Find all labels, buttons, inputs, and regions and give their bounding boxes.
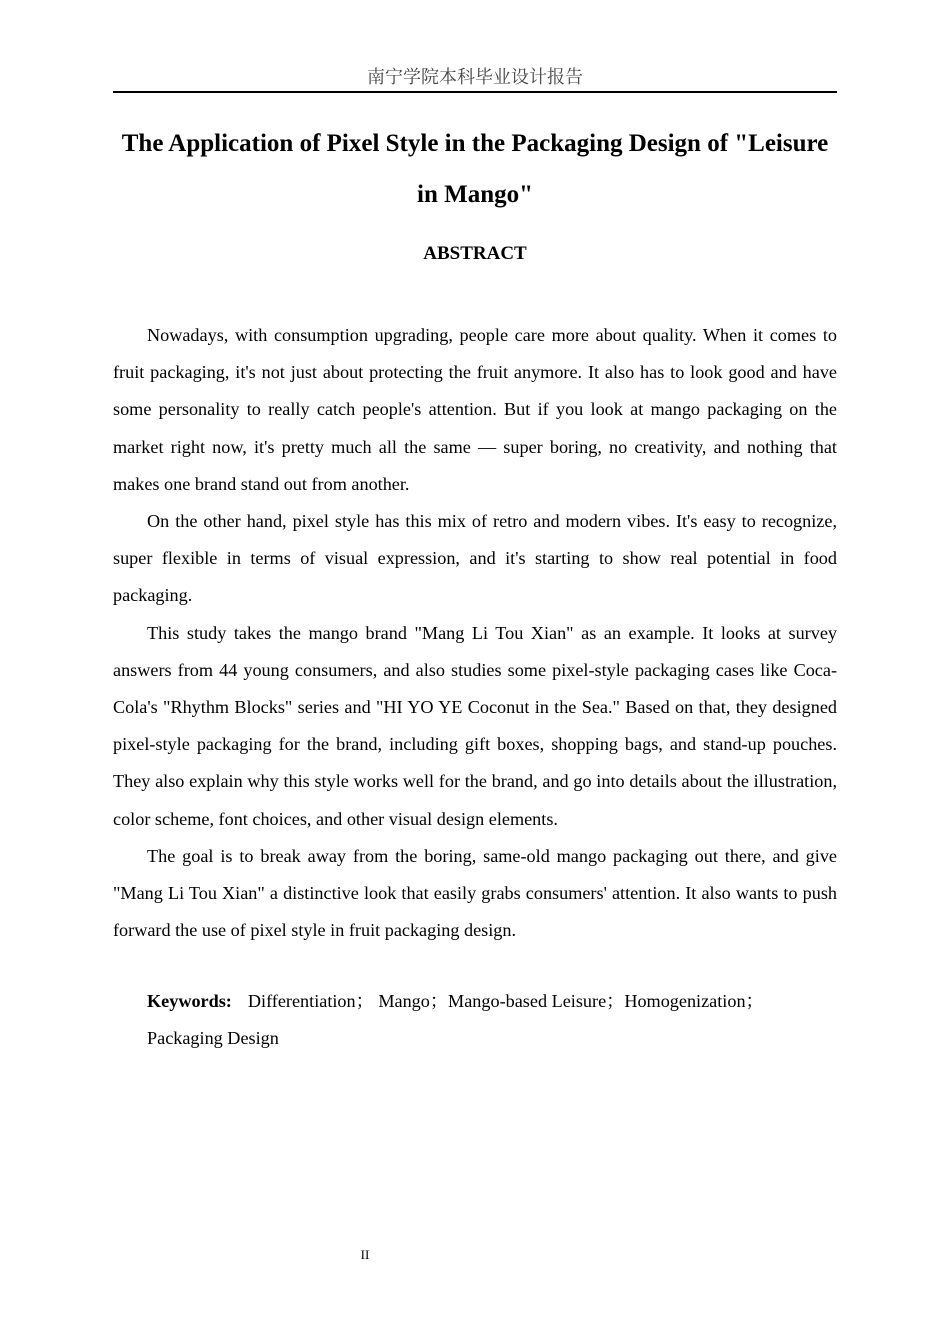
abstract-paragraph: The goal is to break away from the boring, same-old mango packaging out there, and give "Mang Li Tou Xian" a distinctive look that easily grabs consumers' attention. It also wants to push forward the use of pixel style in fruit packaging design. [113,845,837,941]
abstract-paragraph: On the other hand, pixel style has this mix of retro and modern vibes. It's easy to recognize, super flexible in terms of visual expression, and it's starting to show real potential in food packaging. [113,511,837,606]
page-number: II [360,1247,370,1262]
keywords-section [147,983,817,1057]
abstract-paragraph: This study takes the mango brand "Mang Li Tou Xian" as an example. It looks at survey answers from 44 young consumers, and also studies some pixel-style packaging cases like Coca-Cola's "Rhythm Blocks" series and "HI YO YE Coconut in the Sea." Based on that, they designed pixel-style packaging for the brand, including gift boxes, shopping bags, and stand-up pouches. They also explain why this style works well for the brand, and go into details about the illustration, color scheme, font choices, and other visual design elements. [113,622,837,829]
keywords-list: Differentiation； Mango；Mango-based Leisure；Homogenization；Packaging Design [147,991,764,1048]
header-divider [113,91,837,93]
abstract-heading: ABSTRACT [423,243,527,264]
keywords-label: Keywords: [147,991,232,1011]
page-title: The Application of Pixel Style in the Packaging Design of "Leisure in Mango" [121,130,829,208]
running-header: 南宁学院本科毕业设计报告 [367,67,583,88]
abstract-body [113,317,837,949]
abstract-paragraph: Nowadays, with consumption upgrading, people care more about quality. When it comes to fruit packaging, it's not just about protecting the fruit anymore. It also has to look good and have some personality to really catch people's attention. But if you look at mango packaging on the market right now, it's pretty much all the same — super boring, no creativity, and nothing that makes one brand stand out from another. [113,325,837,494]
